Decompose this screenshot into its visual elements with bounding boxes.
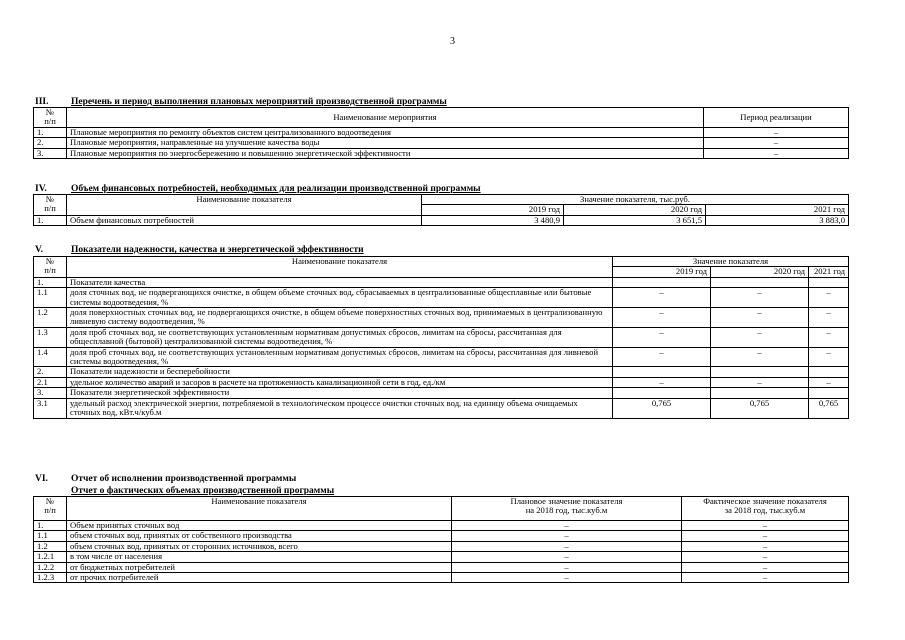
row-value xyxy=(711,388,809,398)
col-header-value: Значение показателя, тыс.руб. xyxy=(422,195,849,205)
row-fact: – xyxy=(682,541,849,551)
row-fact: – xyxy=(682,521,849,531)
section-6-subtitle-text: Отчет о фактических объемах производственной программы xyxy=(71,486,335,496)
col-header-value: Значение показателя xyxy=(613,257,849,267)
row-value xyxy=(711,277,809,287)
row-name: объем сточных вод, принятых от сторонних источников, всего xyxy=(67,541,452,551)
row-name: удельное количество аварий и засоров в расчете на протяженность канализационной сети в год, ед./км xyxy=(67,377,613,387)
table-row xyxy=(34,377,849,387)
row-name: объем сточных вод, принятых от собственного производства xyxy=(67,531,452,541)
row-value xyxy=(613,367,711,377)
row-number: 1.2.1 xyxy=(34,552,67,562)
row-name: доля проб сточных вод, не соответствующих установленным нормативам допустимых сбросов, лимитам на сбросы, рассчитанная для ливневой системы водоотведения, % xyxy=(67,347,613,367)
row-name: Объем финансовых потребностей xyxy=(67,215,422,225)
row-value: 3 883,0 xyxy=(706,215,849,225)
row-number: 1.2 xyxy=(34,308,67,328)
table-row xyxy=(34,388,849,398)
row-name: доля проб сточных вод, не соответствующих установленным нормативам допустимых сбросов, лимитам на сбросы, рассчитанная для общесплавной (бытовой) централизованной системы водоотведения, % xyxy=(67,327,613,347)
col-header-year: 2020 год xyxy=(564,205,706,215)
row-value: – xyxy=(613,288,711,308)
row-plan: – xyxy=(452,562,682,572)
row-name: доля сточных вод, не подвергающихся очистке, в общем объеме сточных вод, сбрасываемых в централизованные общесплавные или бытовые системы водоотведения, % xyxy=(67,288,613,308)
section-5-heading xyxy=(35,245,364,255)
section-4-heading xyxy=(35,184,481,194)
section-6-title: Отчет об исполнении производственной программы xyxy=(71,474,297,484)
table-row xyxy=(34,277,849,287)
table-row xyxy=(34,148,849,158)
table-row xyxy=(34,288,849,308)
row-value: 0,765 xyxy=(711,398,809,418)
row-name: доля поверхностных сточных вод, не подвергающихся очистке, в общем объеме поверхностных сточных вод, принимаемых в централизованную ливневую систему водоотведения, % xyxy=(67,308,613,328)
row-value: – xyxy=(809,377,849,387)
row-number: 1. xyxy=(34,128,67,138)
col-header-indicator: Наименование показателя xyxy=(67,497,452,521)
section-3-heading xyxy=(35,97,447,107)
col-header-year: 2021 год xyxy=(706,205,849,215)
section-3-number: III. xyxy=(35,97,49,107)
financial-needs-table xyxy=(33,194,849,226)
row-number: 1.4 xyxy=(34,347,67,367)
row-plan: – xyxy=(452,552,682,562)
row-value: – xyxy=(809,288,849,308)
row-number: 1.2.2 xyxy=(34,562,67,572)
table-row xyxy=(34,541,849,551)
row-plan: – xyxy=(452,521,682,531)
row-name: Объем принятых сточных вод xyxy=(67,521,452,531)
row-period: – xyxy=(704,128,849,138)
table-row xyxy=(34,327,849,347)
row-number: 3. xyxy=(34,148,67,158)
row-name: Показатели энергетической эффективности xyxy=(67,388,613,398)
section-6-number: VI. xyxy=(35,474,48,484)
row-value xyxy=(711,367,809,377)
col-header-number: № п/п xyxy=(34,108,67,128)
row-value: 0,765 xyxy=(809,398,849,418)
row-value: 0,765 xyxy=(613,398,711,418)
col-header-indicator: Наименование показателя xyxy=(67,195,422,216)
section-5-title: Показатели надежности, качества и энергетической эффективности xyxy=(71,245,364,255)
row-value: – xyxy=(613,347,711,367)
row-value: – xyxy=(809,308,849,328)
row-name: в том числе от населения xyxy=(67,552,452,562)
row-plan: – xyxy=(452,573,682,583)
col-header-year: 2021 год xyxy=(809,267,849,277)
table-row xyxy=(34,521,849,531)
row-fact: – xyxy=(682,573,849,583)
row-fact: – xyxy=(682,552,849,562)
col-header-measure: Наименование мероприятия xyxy=(67,108,704,128)
quality-indicators-table xyxy=(33,256,849,419)
table-row xyxy=(34,398,849,418)
row-value xyxy=(613,388,711,398)
section-5-number: V. xyxy=(35,245,44,255)
table-row xyxy=(34,347,849,367)
row-value: 3 480,9 xyxy=(422,215,564,225)
col-header-fact: Фактическое значение показателя за 2018 год, тыс.куб.м xyxy=(682,497,849,521)
col-header-number: № п/п xyxy=(34,257,67,278)
row-number: 1. xyxy=(34,215,67,225)
col-header-plan: Плановое значение показателя на 2018 год, тыс.куб.м xyxy=(452,497,682,521)
row-value xyxy=(613,277,711,287)
col-header-year: 2019 год xyxy=(422,205,564,215)
row-name: удельный расход электрической энергии, потребляемой в технологическом процессе очистки сточных вод, на единицу объема очищаемых сточных вод, кВт.ч/куб.м xyxy=(67,398,613,418)
page-number: 3 xyxy=(450,36,455,47)
row-value xyxy=(809,367,849,377)
col-header-number: № п/п xyxy=(34,195,67,216)
table-row xyxy=(34,573,849,583)
table-row xyxy=(34,215,849,225)
row-value: – xyxy=(809,327,849,347)
row-number: 3.1 xyxy=(34,398,67,418)
row-value: – xyxy=(613,308,711,328)
row-value: – xyxy=(711,288,809,308)
row-number: 1. xyxy=(34,521,67,531)
section-4-title: Объем финансовых потребностей, необходимых для реализации производственной программы xyxy=(71,184,481,194)
table-row xyxy=(34,128,849,138)
row-name: от бюджетных потребителей xyxy=(67,562,452,572)
row-number: 1.1 xyxy=(34,531,67,541)
row-fact: – xyxy=(682,562,849,572)
col-header-period: Период реализации xyxy=(704,108,849,128)
row-number: 1.3 xyxy=(34,327,67,347)
section-6-heading xyxy=(35,474,296,484)
table-row xyxy=(34,308,849,328)
row-name: от прочих потребителей xyxy=(67,573,452,583)
row-value: – xyxy=(613,377,711,387)
table-row xyxy=(34,562,849,572)
row-plan: – xyxy=(452,531,682,541)
table-row xyxy=(34,531,849,541)
row-number: 1.2 xyxy=(34,541,67,551)
row-fact: – xyxy=(682,531,849,541)
row-name: Плановые мероприятия по энергосбережению и повышению энергетической эффективности xyxy=(67,148,704,158)
row-number: 2. xyxy=(34,138,67,148)
row-number: 3. xyxy=(34,388,67,398)
col-header-year: 2020 год xyxy=(711,267,809,277)
row-number: 2. xyxy=(34,367,67,377)
row-value xyxy=(809,388,849,398)
section-3-title: Перечень и период выполнения плановых мероприятий производственной программы xyxy=(71,97,447,107)
row-name: Плановые мероприятия, направленные на улучшение качества воды xyxy=(67,138,704,148)
row-value: – xyxy=(711,377,809,387)
row-name: Показатели качества xyxy=(67,277,613,287)
table-row xyxy=(34,138,849,148)
row-number: 1. xyxy=(34,277,67,287)
row-number: 1.2.3 xyxy=(34,573,67,583)
section-6-subtitle xyxy=(71,486,334,496)
row-value: 3 651,5 xyxy=(564,215,706,225)
production-report-table xyxy=(33,496,849,583)
row-value: – xyxy=(809,347,849,367)
row-period: – xyxy=(704,148,849,158)
section-4-number: IV. xyxy=(35,184,47,194)
table-row xyxy=(34,552,849,562)
col-header-indicator: Наименование показателя xyxy=(67,257,613,278)
row-name: Показатели надежности и бесперебойности xyxy=(67,367,613,377)
row-period: – xyxy=(704,138,849,148)
planned-measures-table xyxy=(33,107,849,159)
row-plan: – xyxy=(452,541,682,551)
table-row xyxy=(34,367,849,377)
row-value: – xyxy=(711,308,809,328)
col-header-year: 2019 год xyxy=(613,267,711,277)
row-name: Плановые мероприятия по ремонту объектов систем централизованного водоотведения xyxy=(67,128,704,138)
row-number: 1.1 xyxy=(34,288,67,308)
row-value: – xyxy=(711,347,809,367)
row-value xyxy=(809,277,849,287)
col-header-number: № п/п xyxy=(34,497,67,521)
row-number: 2.1 xyxy=(34,377,67,387)
row-value: – xyxy=(613,327,711,347)
row-value: – xyxy=(711,327,809,347)
